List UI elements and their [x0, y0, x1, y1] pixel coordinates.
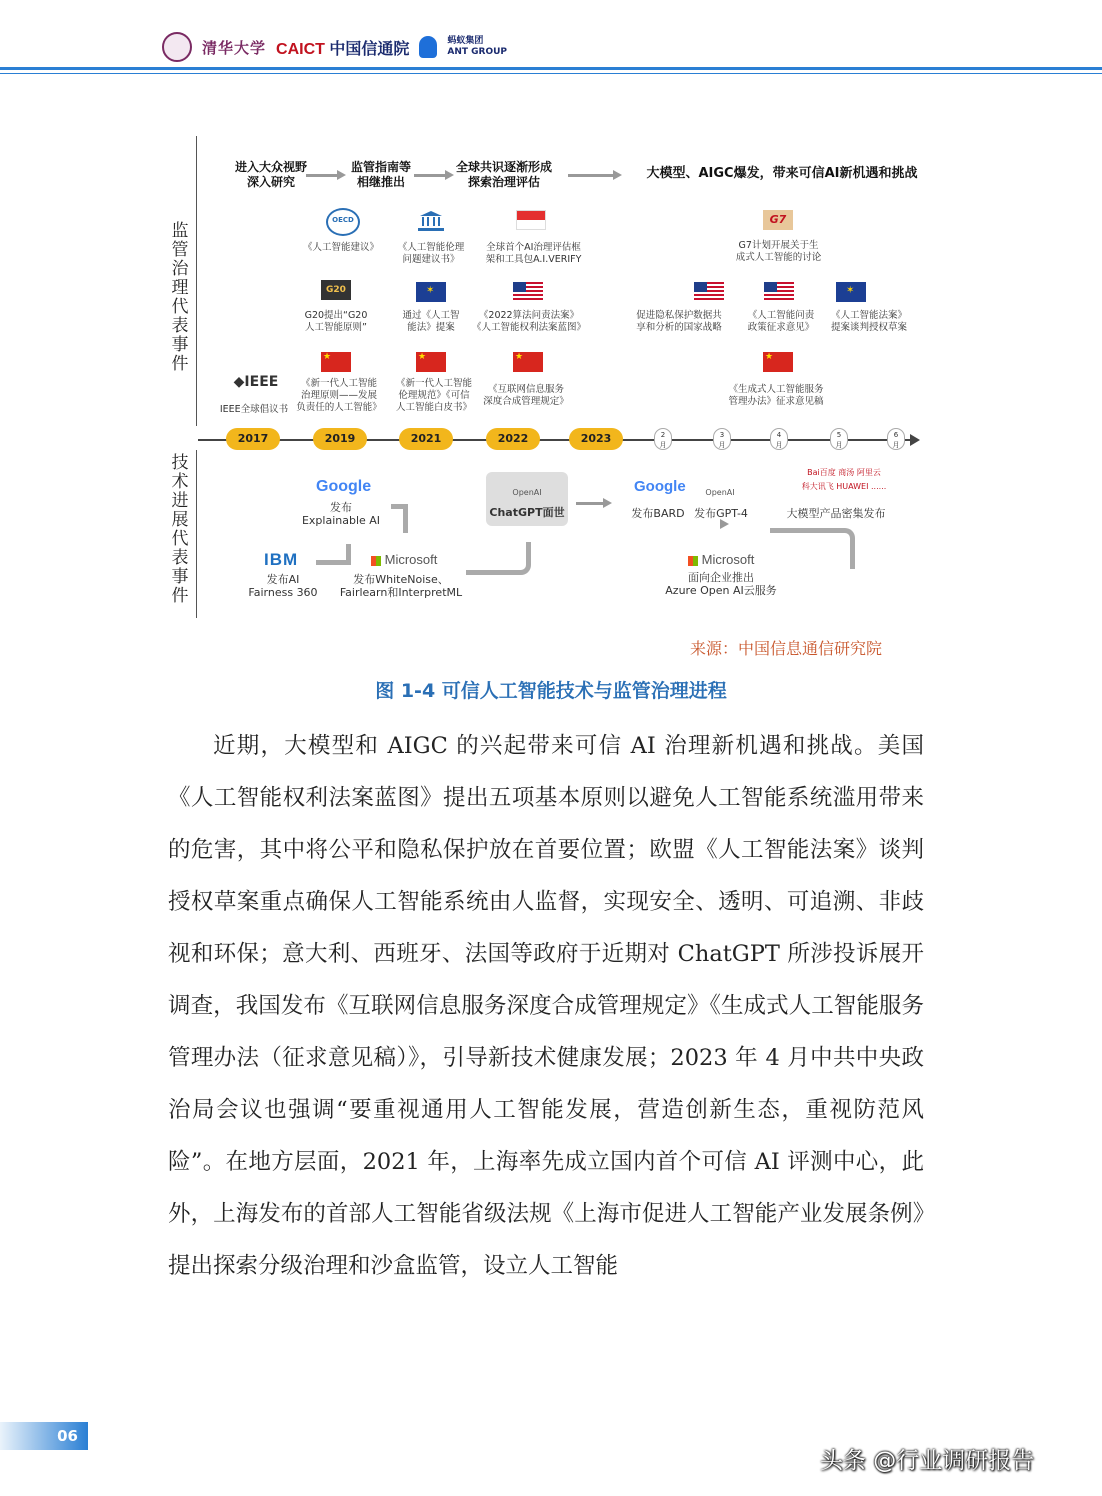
year-2019: 2019	[313, 428, 367, 450]
stage-3: 全球共识逐渐形成 探索治理评估	[455, 160, 552, 189]
body-paragraph	[168, 720, 924, 1292]
watermark: 头条 @行业调研报告	[820, 1448, 1035, 1474]
row-label-technology: 技术进展代表事件	[171, 453, 189, 606]
tech-cn-models: 大模型产品密集发布	[786, 507, 886, 520]
china-flag-icon	[513, 352, 543, 372]
stage-4: 大模型、AIGC爆发，带来可信AI新机遇和挑战	[646, 166, 918, 181]
event-singapore: 全球首个AI治理评估框 架和工具包A.I.VERIFY	[485, 242, 582, 265]
microsoft-icon	[371, 556, 381, 566]
stage-1: 进入大众视野 深入研究	[234, 160, 307, 189]
year-2022: 2022	[486, 428, 540, 450]
bent-arrow-icon	[466, 542, 531, 575]
row-label-regulation: 监管治理代表事件	[171, 221, 189, 374]
stage-arrow-icon	[568, 174, 614, 177]
event-unesco: 《人工智能伦理 问题建议书》	[397, 242, 465, 265]
ant-group-logo: 蚂蚁集团 ANT GROUP	[447, 36, 508, 57]
stage-2: 监管指南等 相继推出	[350, 160, 411, 189]
figure-caption: 图 1-4 可信人工智能技术与监管治理进程	[375, 680, 727, 702]
month-5: 5 月	[830, 428, 848, 450]
event-eu-ai-act-proposal: 通过《人工智 能法》提案	[402, 310, 460, 333]
event-cn-2022: 《互联网信息服务 深度合成管理规定》	[483, 384, 569, 407]
google-logo: Google	[316, 478, 372, 495]
header-rule-thin	[0, 73, 1102, 74]
event-us-2022: 《2022算法问责法案》 《人工智能权利法案蓝图》	[471, 310, 586, 333]
event-cn-2023: 《生成式人工智能服务 管理办法》征求意见稿	[728, 384, 824, 407]
china-flag-icon	[321, 352, 351, 372]
event-eu-ai-act-negotiation: 《人工智能法案》 提案谈判授权草案	[830, 310, 907, 333]
tech-microsoft: 发布WhiteNoise、 Fairlearn和InterpretML	[339, 573, 463, 599]
ieee-logo: ◆IEEE	[233, 374, 279, 390]
tech-bard: 发布BARD	[631, 507, 685, 520]
china-flag-icon	[416, 352, 446, 372]
event-ieee: IEEE全球倡议书	[219, 404, 289, 415]
tech-chatgpt: ChatGPT面世	[489, 506, 565, 519]
openai-logo: OpenAI	[512, 488, 542, 497]
bent-arrow-icon	[391, 504, 408, 533]
google-logo: Google	[634, 478, 686, 495]
year-2023: 2023	[569, 428, 623, 450]
oecd-logo: OECD	[326, 208, 360, 236]
timeline-axis	[198, 439, 914, 441]
g20-logo: G20	[321, 280, 351, 300]
header-rule	[0, 67, 1102, 70]
axis-arrow-icon	[910, 434, 920, 446]
month-2: 2 月	[654, 428, 672, 450]
month-4: 4 月	[770, 428, 788, 450]
us-flag-icon	[694, 282, 724, 302]
divider-bottom	[196, 450, 197, 618]
tech-google-xai: 发布 Explainable AI	[301, 501, 381, 527]
stage-arrow-icon	[414, 174, 446, 177]
year-2017: 2017	[226, 428, 280, 450]
event-us-privacy: 促进隐私保护数据共 享和分析的国家战略	[636, 310, 722, 333]
figure-source: 来源：中国信息通信研究院	[690, 639, 883, 658]
event-g7: G7计划开展关于生 成式人工智能的讨论	[735, 240, 822, 263]
bent-arrow-icon	[770, 528, 855, 569]
month-3: 3 月	[713, 428, 731, 450]
microsoft-logo: Microsoft	[371, 552, 437, 567]
tsinghua-seal-icon	[162, 32, 192, 62]
g7-logo: G7	[763, 210, 793, 230]
divider-top	[196, 136, 197, 426]
unesco-icon	[418, 210, 444, 231]
page-number: 06	[0, 1422, 88, 1450]
year-2021: 2021	[399, 428, 453, 450]
month-6: 6 月	[887, 428, 905, 450]
us-flag-icon	[764, 282, 794, 302]
arrow-icon	[576, 502, 604, 505]
event-us-ai-accountability: 《人工智能问责 政策征求意见》	[747, 310, 815, 333]
bent-arrow-icon	[316, 544, 351, 565]
event-cn-2021: 《新一代人工智能 伦理规范》《可信 人工智能白皮书》	[395, 378, 472, 413]
timeline-figure	[166, 130, 936, 630]
us-flag-icon	[513, 282, 543, 302]
header-logos	[162, 30, 507, 64]
tech-azure: 面向企业推出 Azure Open AI云服务	[665, 571, 777, 597]
event-cn-2019: 《新一代人工智能 治理原则——发展 负责任的人工智能》	[296, 378, 382, 413]
cn-model-brands: Bai百度 商汤 阿里云 科大讯飞 HUAWEI ......	[801, 468, 887, 491]
singapore-flag-icon	[516, 210, 546, 230]
eu-flag-icon	[836, 282, 866, 302]
ibm-logo: IBM	[264, 550, 299, 569]
tech-gpt4: 发布GPT-4	[694, 507, 748, 520]
event-g20: G20提出“G20 人工智能原则”	[304, 310, 368, 333]
caict-logo: CAICT 中国信通院	[276, 40, 410, 58]
eu-flag-icon	[416, 282, 446, 302]
event-oecd: 《人工智能建议》	[302, 242, 379, 253]
tech-ibm: 发布AI Fairness 360	[248, 573, 318, 599]
ant-group-icon	[419, 36, 437, 58]
microsoft-icon	[688, 556, 698, 566]
paragraph-text: 近期，大模型和 AIGC 的兴起带来可信 AI 治理新机遇和挑战。美国《人工智能权利法案蓝图》提出五项基本原则以避免人工智能系统滥用带来的危害，其中将公平和隐私保护放在首要位置；欧盟《人工智能法案》谈判授权草案重点确保人工智能系统由人监督，实现安全、透明、可追溯、非歧视和环保；意大利、西班牙、法国等政府于近期对 ChatGPT 所涉投诉展开调查，我国发布《互联网信息服务深度合成管理规定》《生成式人工智能服务管理办法（征求意见稿）》，引导新技术健康发展；2023 年 4 月中共中央政治局会议也强调“要重视通用人工智能发展，营造创新生态，重视防范风险”。在地方层面，2021 年，上海率先成立国内首个可信 AI 评测中心，此外，上海发布的首部人工智能省级法规《上海市促进人工智能产业发展条例》提出探索分级治理和沙盒监管，设立人工智能	[168, 733, 924, 1279]
openai-logo: OpenAI	[705, 488, 735, 497]
microsoft-logo: Microsoft	[688, 552, 754, 567]
tsinghua-logo: 清华大学	[202, 38, 267, 57]
china-flag-icon	[763, 352, 793, 372]
